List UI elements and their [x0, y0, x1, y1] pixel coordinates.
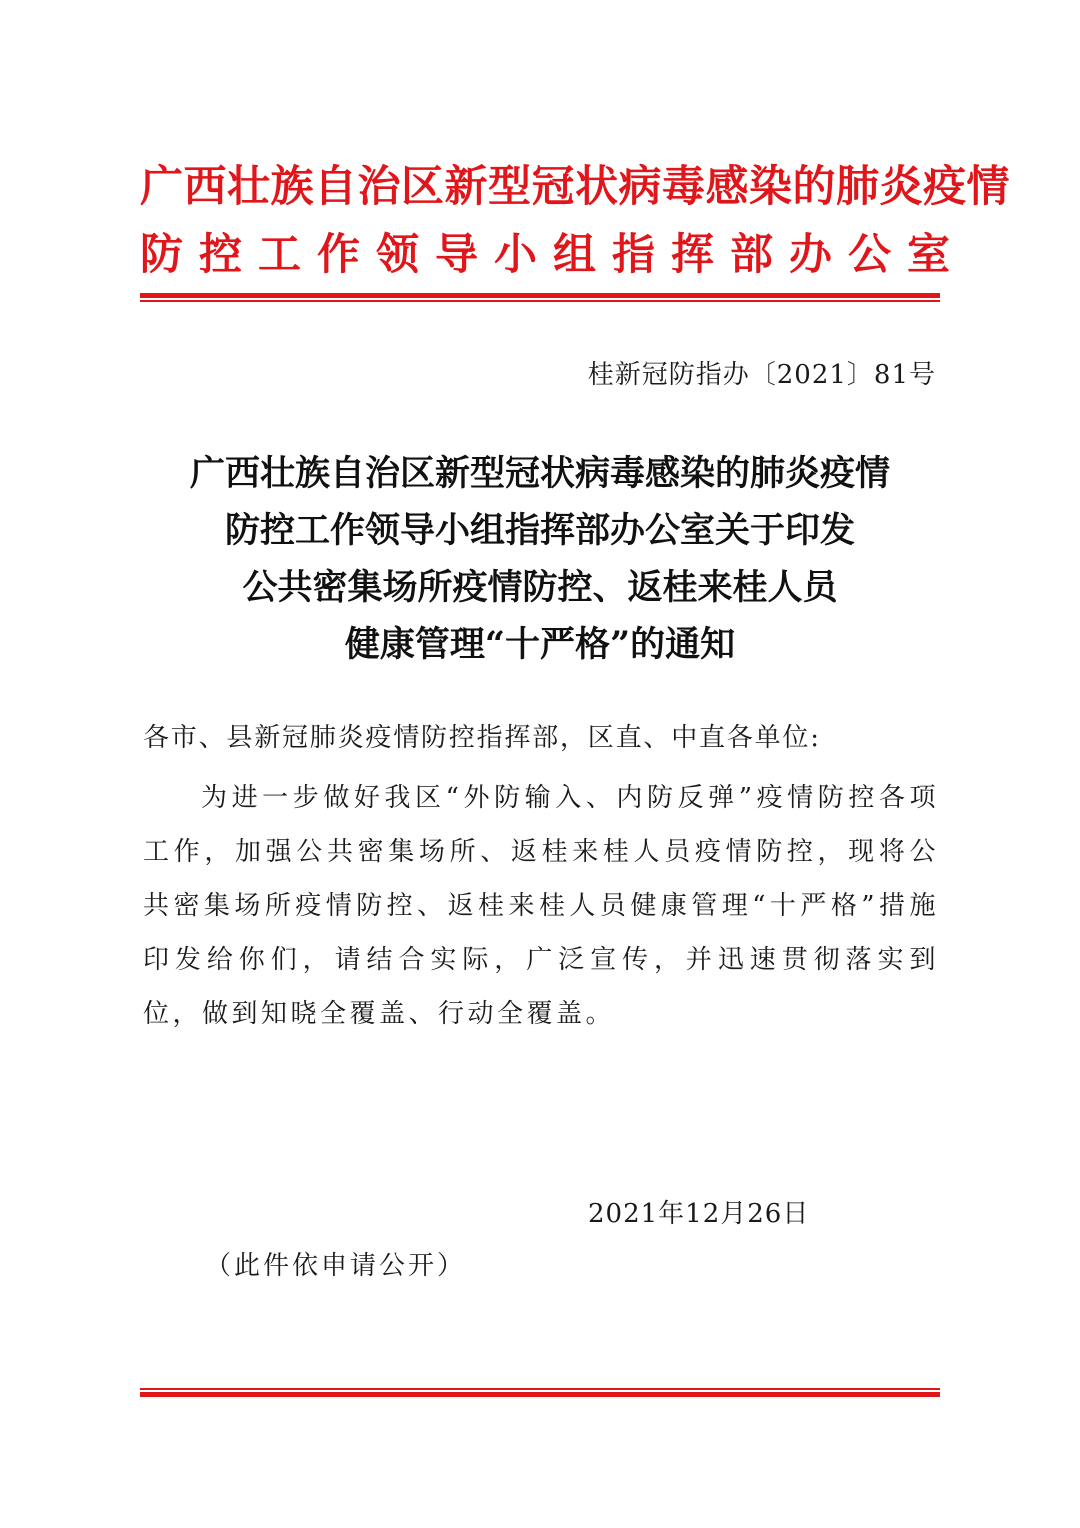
- document-title: [140, 445, 940, 673]
- letterhead-rule-thick: [140, 293, 940, 298]
- title-line-4: 健康管理“十严格”的通知: [344, 624, 736, 665]
- addressee: 各市、县新冠肺炎疫情防控指挥部，区直、中直各单位:: [143, 723, 821, 753]
- document-number: 桂新冠防指办〔2021〕81号: [587, 360, 936, 390]
- body-paragraph: 为进一步做好我区“外防输入、内防反弹”疫情防控各项工作，加强公共密集场所、返桂来桂人员疫情防控，现将公共密集场所疫情防控、返桂来桂人员健康管理“十严格”措施印发给你们，请结合实际，广泛宣传，并迅速贯彻落实到位，做到知晓全覆盖、行动全覆盖。: [143, 783, 939, 1029]
- disclosure-note: （此件依申请公开）: [205, 1251, 467, 1281]
- letterhead-line-1: 广西壮族自治区新型冠状病毒感染的肺炎疫情: [140, 162, 1010, 212]
- signing-date: 2021年12月26日: [588, 1199, 810, 1229]
- title-line-2: 防控工作领导小组指挥部办公室关于印发: [224, 510, 855, 551]
- title-line-1: 广西壮族自治区新型冠状病毒感染的肺炎疫情: [189, 453, 890, 494]
- letterhead-line-2: 防控工作领导小组指挥部办公室: [140, 230, 966, 280]
- footer-rule-thin: [140, 1388, 940, 1390]
- footer-rule-thick: [140, 1392, 940, 1397]
- title-line-3: 公共密集场所疫情防控、返桂来桂人员: [242, 567, 838, 608]
- letterhead-rule-thin: [140, 300, 940, 302]
